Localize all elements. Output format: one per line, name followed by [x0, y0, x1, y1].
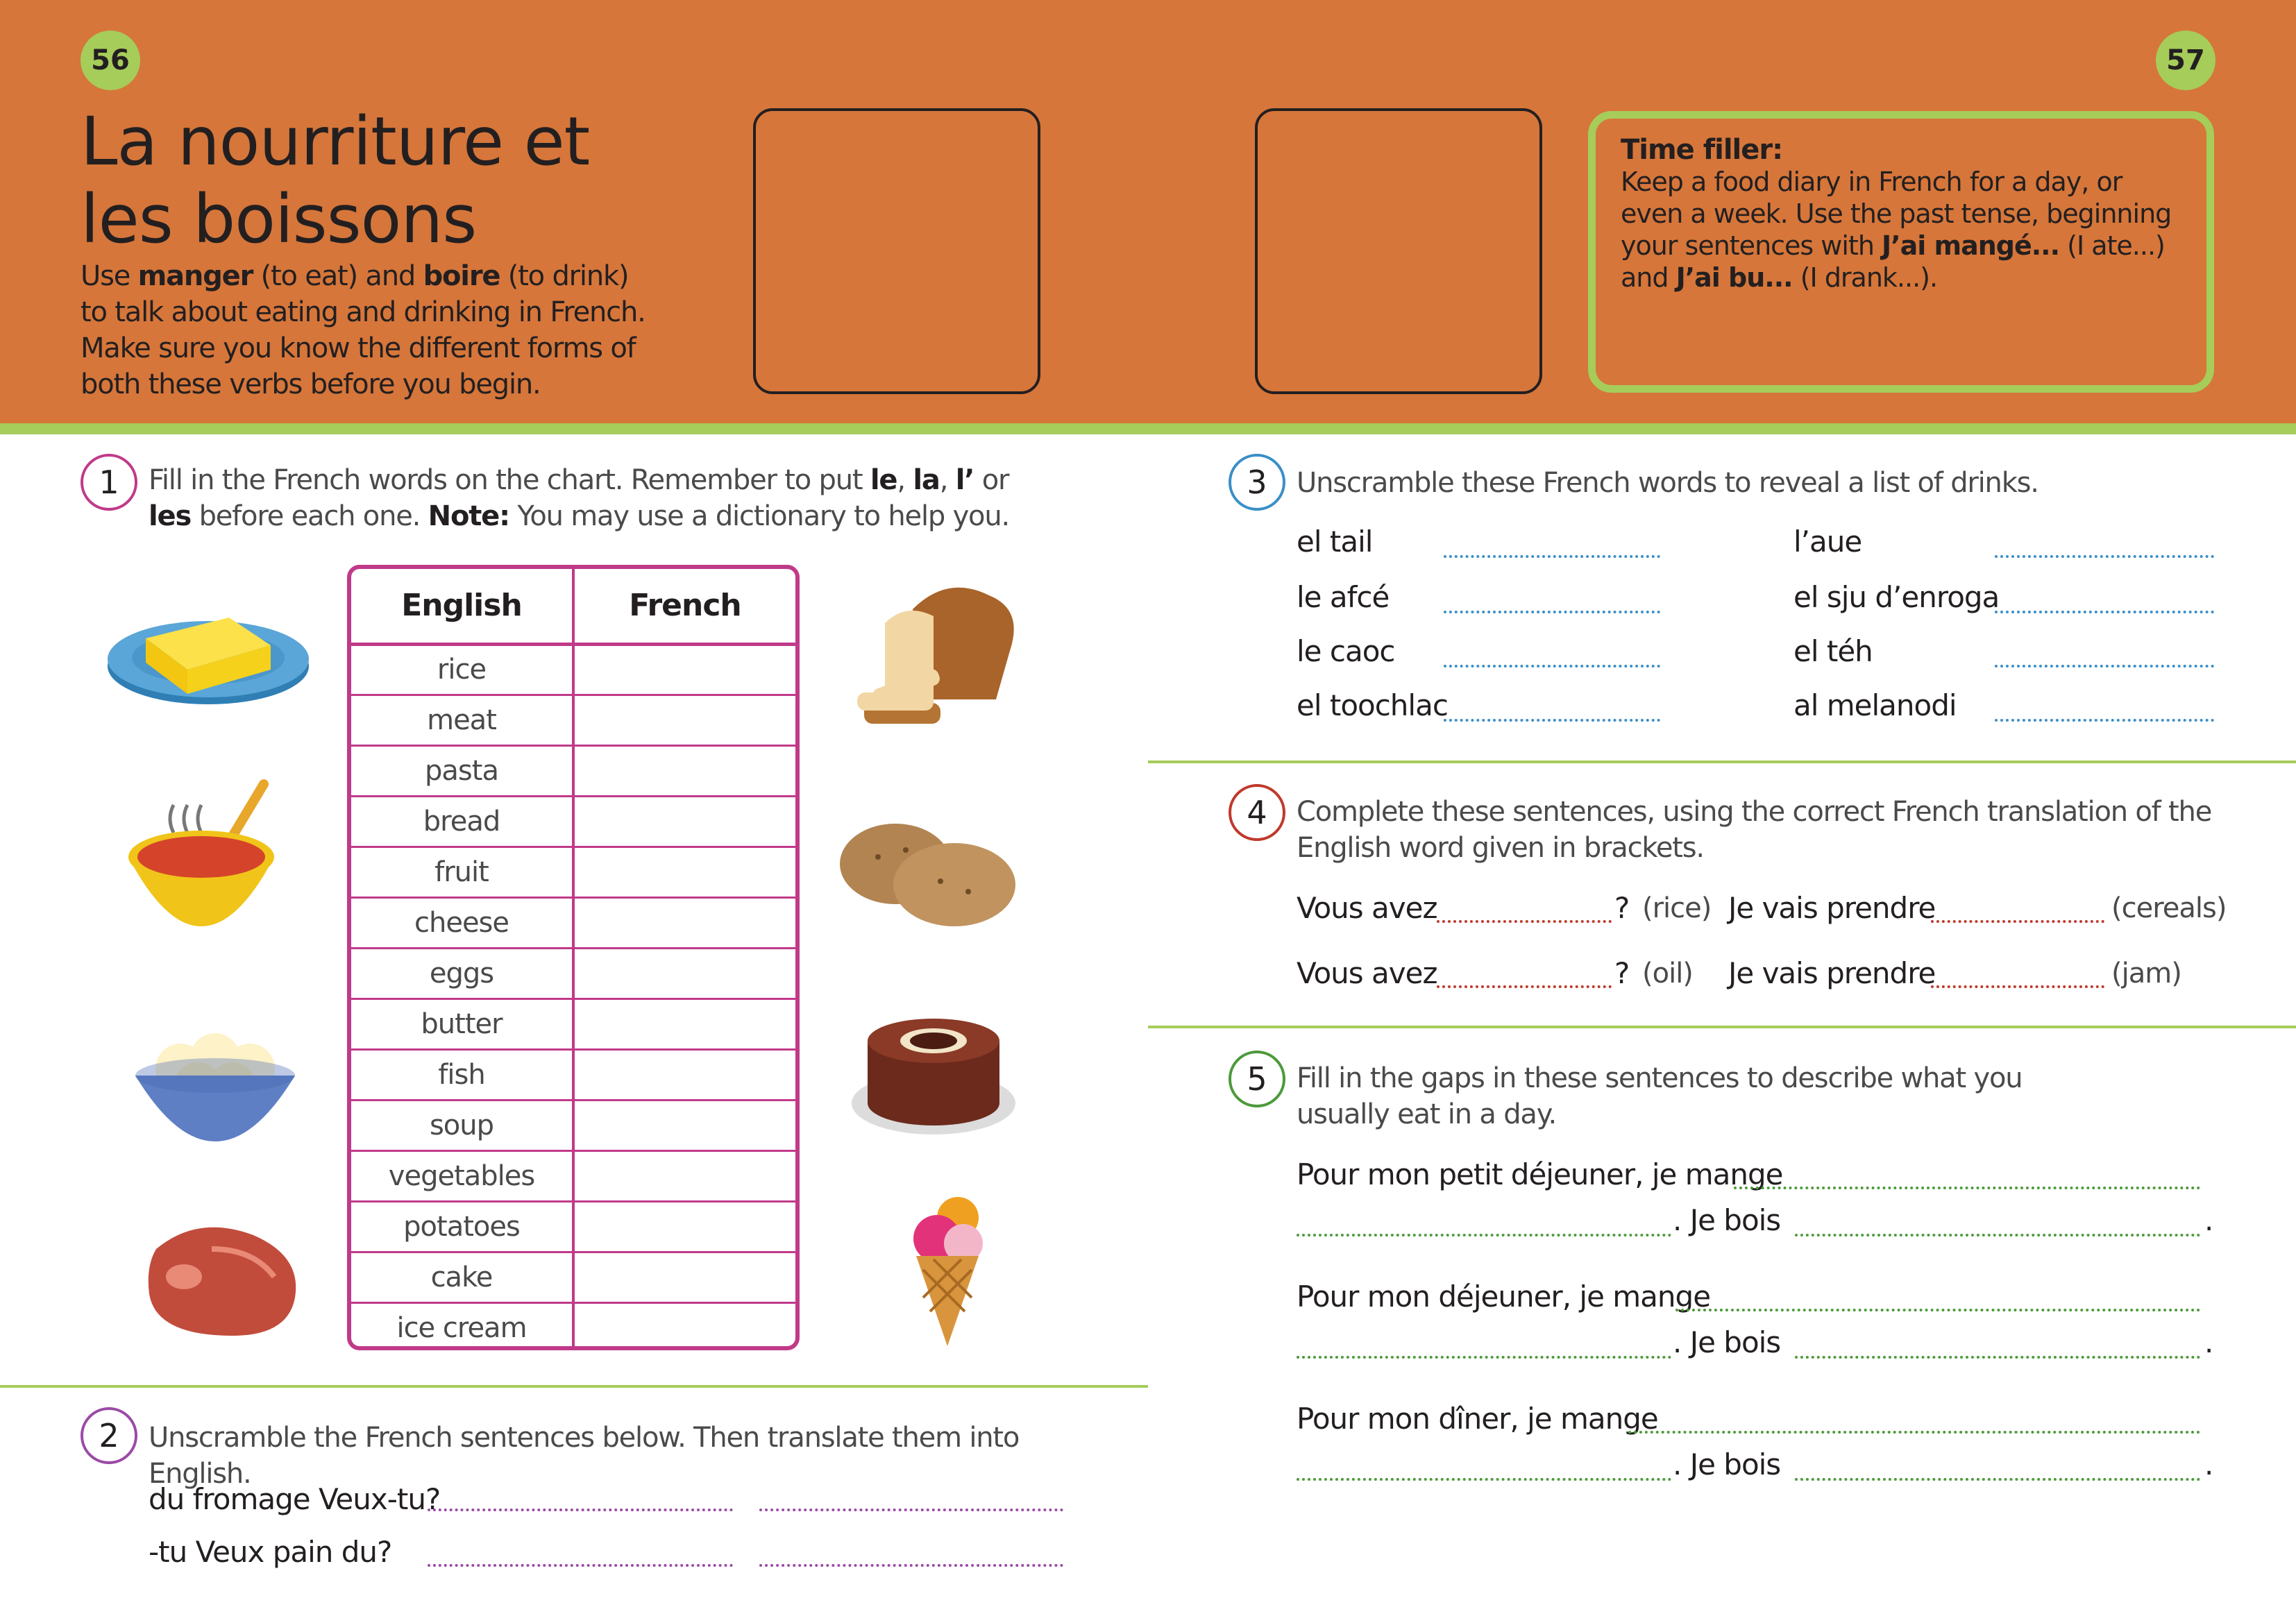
page-title	[81, 103, 589, 258]
time-filler-text: Keep a food diary in French for a day, or even a week. Use the past tense, beginning your sentences with J’ai mangé... (I ate...) and J’ai bu... (I drank...).	[1621, 167, 2172, 293]
cake-icon	[850, 1006, 1017, 1138]
q4-hint-2: (cereals)	[2111, 892, 2227, 924]
table-row	[351, 1150, 795, 1201]
english-word: fruit	[351, 847, 573, 897]
q5-breakfast: Pour mon petit déjeuner, je mange	[1297, 1157, 1783, 1191]
french-answer-cell[interactable]	[573, 999, 795, 1049]
table-row	[351, 1201, 795, 1252]
english-word: bread	[351, 796, 573, 847]
table-row	[351, 1252, 795, 1302]
q3-answer-8[interactable]	[1995, 719, 2214, 722]
question-3-number: 3	[1229, 454, 1285, 511]
english-word: fish	[351, 1049, 573, 1100]
title-line-1: La nourriture et	[81, 103, 590, 180]
question-5-text: Fill in the gaps in these sentences to describe what you usually eat in a day.	[1297, 1062, 2023, 1130]
title-line-2: les boissons	[81, 180, 477, 258]
q4-sentence-4: Je vais prendre	[1728, 956, 1936, 990]
table-row	[351, 644, 795, 695]
table-row	[351, 796, 795, 847]
q3-answer-3[interactable]	[1444, 665, 1660, 668]
q4-sentence-3: Vous avez	[1297, 956, 1437, 990]
q4-hint-4: (jam)	[2111, 958, 2181, 989]
eggs-icon	[132, 1020, 298, 1152]
page-number-right: 57	[2156, 31, 2215, 90]
french-answer-cell[interactable]	[573, 745, 795, 796]
q2-answer-2a[interactable]	[428, 1564, 733, 1567]
english-word: cake	[351, 1252, 573, 1302]
q5-breakfast-food-2[interactable]	[1297, 1234, 1671, 1237]
question-3-text: Unscramble these French words to reveal a list of drinks.	[1297, 467, 2038, 499]
english-word: rice	[351, 644, 573, 695]
q4-sentence-1: Vous avez	[1297, 891, 1437, 925]
q2-answer-2b[interactable]	[759, 1564, 1063, 1567]
french-answer-cell[interactable]	[573, 695, 795, 745]
time-filler-box	[1588, 111, 2214, 393]
q2-answer-1b[interactable]	[759, 1509, 1063, 1511]
q3-word-2: le afcé	[1297, 580, 1390, 614]
q5-lunch: Pour mon déjeuner, je mange	[1297, 1280, 1711, 1314]
q3-answer-1[interactable]	[1444, 555, 1660, 558]
q5-breakfast-bois: . Je bois	[1673, 1203, 1781, 1237]
q5-period-3: .	[2204, 1447, 2213, 1481]
q2-sentence-2: -tu Veux pain du?	[149, 1535, 392, 1569]
potatoes-icon	[836, 815, 1017, 933]
table-row	[351, 847, 795, 897]
english-word: eggs	[351, 948, 573, 999]
q3-answer-6[interactable]	[1995, 611, 2214, 613]
french-answer-cell[interactable]	[573, 1100, 795, 1150]
question-2-number: 2	[81, 1407, 137, 1464]
french-answer-cell[interactable]	[573, 1049, 795, 1100]
question-2-text: Unscramble the French sentences below. Then translate them into English.	[149, 1422, 1020, 1490]
table-row	[351, 948, 795, 999]
photo-placeholder-1	[753, 108, 1040, 394]
q5-dinner: Pour mon dîner, je mange	[1297, 1402, 1658, 1436]
q5-lunch-drink[interactable]	[1795, 1356, 2200, 1359]
q5-period-1: .	[2204, 1203, 2213, 1237]
question-5-number: 5	[1229, 1051, 1285, 1107]
header-divider	[0, 423, 2296, 434]
photo-placeholder-2	[1255, 108, 1542, 394]
english-word: soup	[351, 1100, 573, 1150]
q5-lunch-food-2[interactable]	[1297, 1356, 1671, 1359]
q5-lunch-food[interactable]	[1675, 1309, 2200, 1311]
q4-qmark-2: ?	[1614, 956, 1630, 990]
q4-answer-2[interactable]	[1931, 920, 2104, 923]
q5-dinner-food-2[interactable]	[1297, 1478, 1671, 1481]
q4-hint-3: (oil)	[1642, 958, 1693, 989]
q4-hint-1: (rice)	[1642, 892, 1712, 924]
q3-answer-2[interactable]	[1444, 611, 1660, 613]
question-4-number: 4	[1229, 784, 1285, 841]
q2-sentence-1: du fromage Veux-tu?	[149, 1482, 441, 1516]
page-number-left: 56	[81, 31, 140, 90]
table-row	[351, 1302, 795, 1350]
french-answer-cell[interactable]	[573, 796, 795, 847]
col-french: French	[573, 569, 795, 644]
table-row	[351, 1049, 795, 1100]
q4-answer-1[interactable]	[1437, 920, 1612, 923]
table-row	[351, 897, 795, 948]
q5-breakfast-drink[interactable]	[1795, 1234, 2200, 1237]
bread-icon	[843, 581, 1024, 741]
french-answer-cell[interactable]	[573, 847, 795, 897]
q4-sentence-2: Je vais prendre	[1728, 891, 1936, 925]
q4-answer-3[interactable]	[1437, 985, 1612, 988]
english-word: vegetables	[351, 1150, 573, 1201]
q3-word-6: el sju d’enroga	[1793, 580, 2000, 614]
vocab-table	[347, 565, 800, 1350]
q3-word-1: el tail	[1297, 525, 1373, 559]
q2-answer-1a[interactable]	[428, 1509, 733, 1511]
butter-icon	[104, 590, 312, 715]
intro-text: Use manger (to eat) and boire (to drink) to talk about eating and drinking in French. Make sure you know the different forms of both these verbs before you begin.	[81, 260, 645, 400]
q5-dinner-bois: . Je bois	[1673, 1447, 1781, 1481]
meat-icon	[142, 1221, 302, 1339]
q5-lunch-bois: . Je bois	[1673, 1325, 1781, 1359]
french-answer-cell[interactable]	[573, 1201, 795, 1252]
english-word: potatoes	[351, 1201, 573, 1252]
english-word: pasta	[351, 745, 573, 796]
q3-word-7: el téh	[1793, 634, 1873, 668]
q3-answer-7[interactable]	[1995, 665, 2214, 668]
english-word: meat	[351, 695, 573, 745]
question-4-text: Complete these sentences, using the correct French translation of the English word given in brackets.	[1297, 796, 2212, 864]
divider-q1-q2	[0, 1385, 1148, 1388]
soup-icon	[125, 777, 278, 944]
ice-cream-icon	[902, 1193, 993, 1353]
col-english: English	[351, 569, 573, 644]
q3-answer-5[interactable]	[1995, 555, 2214, 558]
q3-word-4: el toochlac	[1297, 688, 1448, 722]
french-answer-cell[interactable]	[573, 1252, 795, 1302]
divider-q4-q5	[1148, 1026, 2296, 1028]
q3-word-3: le caoc	[1297, 634, 1395, 668]
question-1-number: 1	[81, 454, 137, 511]
english-word: ice cream	[351, 1302, 573, 1350]
q5-period-2: .	[2204, 1325, 2213, 1359]
table-row	[351, 695, 795, 745]
q4-answer-4[interactable]	[1931, 985, 2104, 988]
q4-qmark-1: ?	[1614, 891, 1630, 925]
q5-breakfast-food[interactable]	[1734, 1187, 2200, 1189]
q3-word-8: al melanodi	[1793, 688, 1957, 722]
table-row	[351, 745, 795, 796]
q3-word-5: l’aue	[1793, 525, 1862, 559]
table-row	[351, 999, 795, 1049]
q5-dinner-drink[interactable]	[1795, 1478, 2200, 1481]
divider-q3-q4	[1148, 760, 2296, 763]
q5-dinner-food[interactable]	[1628, 1431, 2200, 1434]
english-word: butter	[351, 999, 573, 1049]
time-filler-title: Time filler:	[1621, 134, 1783, 166]
french-answer-cell[interactable]	[573, 897, 795, 948]
q3-answer-4[interactable]	[1444, 719, 1660, 722]
question-1-text: Fill in the French words on the chart. Remember to put le, la, l’ or les before each one. Note: You may use a dictionary to help you.	[149, 464, 1009, 532]
english-word: cheese	[351, 897, 573, 948]
french-answer-cell[interactable]	[573, 644, 795, 695]
table-row	[351, 1100, 795, 1150]
french-answer-cell[interactable]	[573, 948, 795, 999]
french-answer-cell[interactable]	[573, 1150, 795, 1201]
french-answer-cell[interactable]	[573, 1302, 795, 1350]
